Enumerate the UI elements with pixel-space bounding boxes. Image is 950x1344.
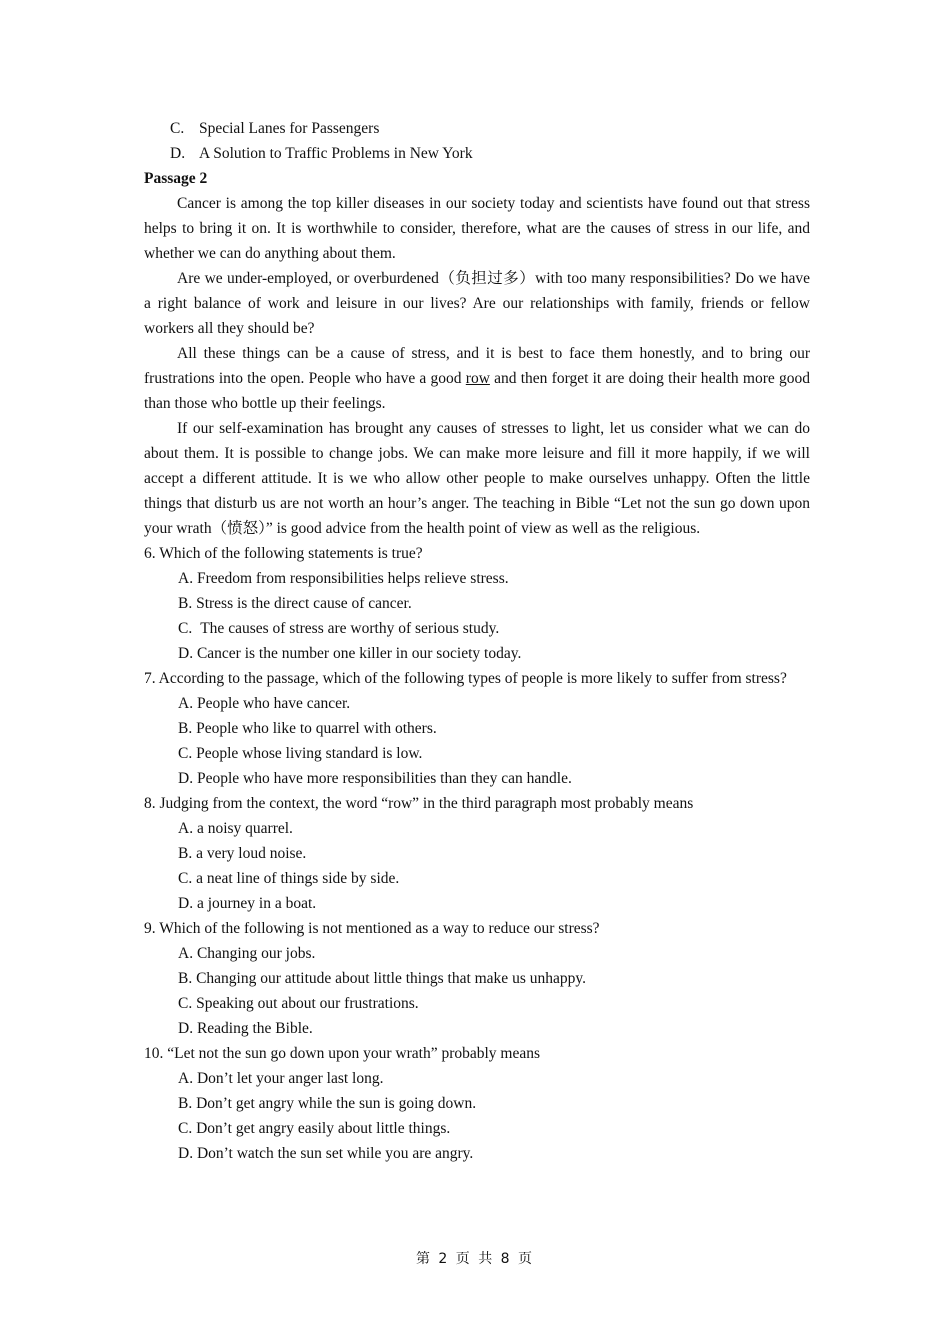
- question-stem: 10. “Let not the sun go down upon your wrath” probably means: [144, 1045, 541, 1062]
- option-a: A. Freedom from responsibilities helps relieve stress.: [178, 570, 509, 587]
- option-c: C. Don’t get angry easily about little things.: [178, 1120, 451, 1137]
- option-d: D. Reading the Bible.: [178, 1020, 313, 1037]
- option-a: A. a noisy quarrel.: [178, 820, 293, 837]
- option-d: D. People who have more responsibilities than they can handle.: [178, 770, 572, 787]
- option-b: B. Changing our attitude about little things that make us unhappy.: [178, 970, 586, 987]
- option-b: B. a very loud noise.: [178, 845, 307, 862]
- question-stem: 8. Judging from the context, the word “row” in the third paragraph most probably means: [144, 795, 694, 812]
- question-stem: 6. Which of the following statements is true?: [144, 545, 423, 562]
- question-9: [144, 916, 810, 1041]
- option-c: C. Speaking out about our frustrations.: [178, 995, 419, 1012]
- question-6: [144, 541, 810, 666]
- question-stem: 7. According to the passage, which of the following types of people is more likely to suffer from stress?: [144, 670, 787, 687]
- previous-option-d: D. A Solution to Traffic Problems in New York: [170, 145, 473, 162]
- option-a: A. Don’t let your anger last long.: [178, 1070, 384, 1087]
- passage-title: Passage 2: [144, 170, 208, 187]
- option-c: C. a neat line of things side by side.: [178, 870, 400, 887]
- question-7: [144, 666, 810, 791]
- question-8: [144, 791, 810, 916]
- option-b: B. People who like to quarrel with others.: [178, 720, 437, 737]
- option-c: C. People whose living standard is low.: [178, 745, 423, 762]
- option-b: B. Stress is the direct cause of cancer.: [178, 595, 412, 612]
- paragraph-4: If our self-examination has brought any causes of stresses to light, let us consider what we can do about them. It is possible to change jobs. We can make more leisure and fill it more happily, if we will accept a different attitude. It is we who allow other people to make ourselves unhappy. Often the little things that disturb us are not worth an hour’s anger. The teaching in Bible “Let not the sun go down upon your wrath（愤怒）” is good advice from the health point of view as well as the religious.: [144, 420, 810, 537]
- option-c: C. The causes of stress are worthy of serious study.: [178, 620, 500, 637]
- paragraph-3: All these things can be a cause of stress, and it is best to face them honestly, and to bring our frustrations into the open. People who have a good row and then forget it are doing their health more good than those who bottle up their feelings.: [144, 345, 810, 412]
- option-a: A. People who have cancer.: [178, 695, 351, 712]
- option-b: B. Don’t get angry while the sun is going down.: [178, 1095, 477, 1112]
- question-10: [144, 1041, 810, 1166]
- paragraph-2: Are we under-employed, or overburdened（负担过多）with too many responsibilities? Do we have a right balance of work and leisure in our lives? Are our relationships with family, friends or fellow workers all they should be?: [144, 270, 810, 337]
- option-d: D. Don’t watch the sun set while you are angry.: [178, 1145, 474, 1162]
- question-stem: 9. Which of the following is not mentioned as a way to reduce our stress?: [144, 920, 600, 937]
- paragraph-1: Cancer is among the top killer diseases in our society today and scientists have found out that stress helps to bring it on. It is worthwhile to consider, therefore, what are the causes of stress in our life, and whether we can do anything about them.: [144, 195, 810, 262]
- underlined-word: row: [465, 370, 490, 387]
- document-page: [144, 116, 810, 1166]
- page-number-footer: 第 2 页 共 8 页: [415, 1251, 535, 1267]
- option-a: A. Changing our jobs.: [178, 945, 316, 962]
- option-d: D. a journey in a boat.: [178, 895, 317, 912]
- previous-option-c: C. Special Lanes for Passengers: [170, 120, 380, 137]
- option-d: D. Cancer is the number one killer in our society today.: [178, 645, 522, 662]
